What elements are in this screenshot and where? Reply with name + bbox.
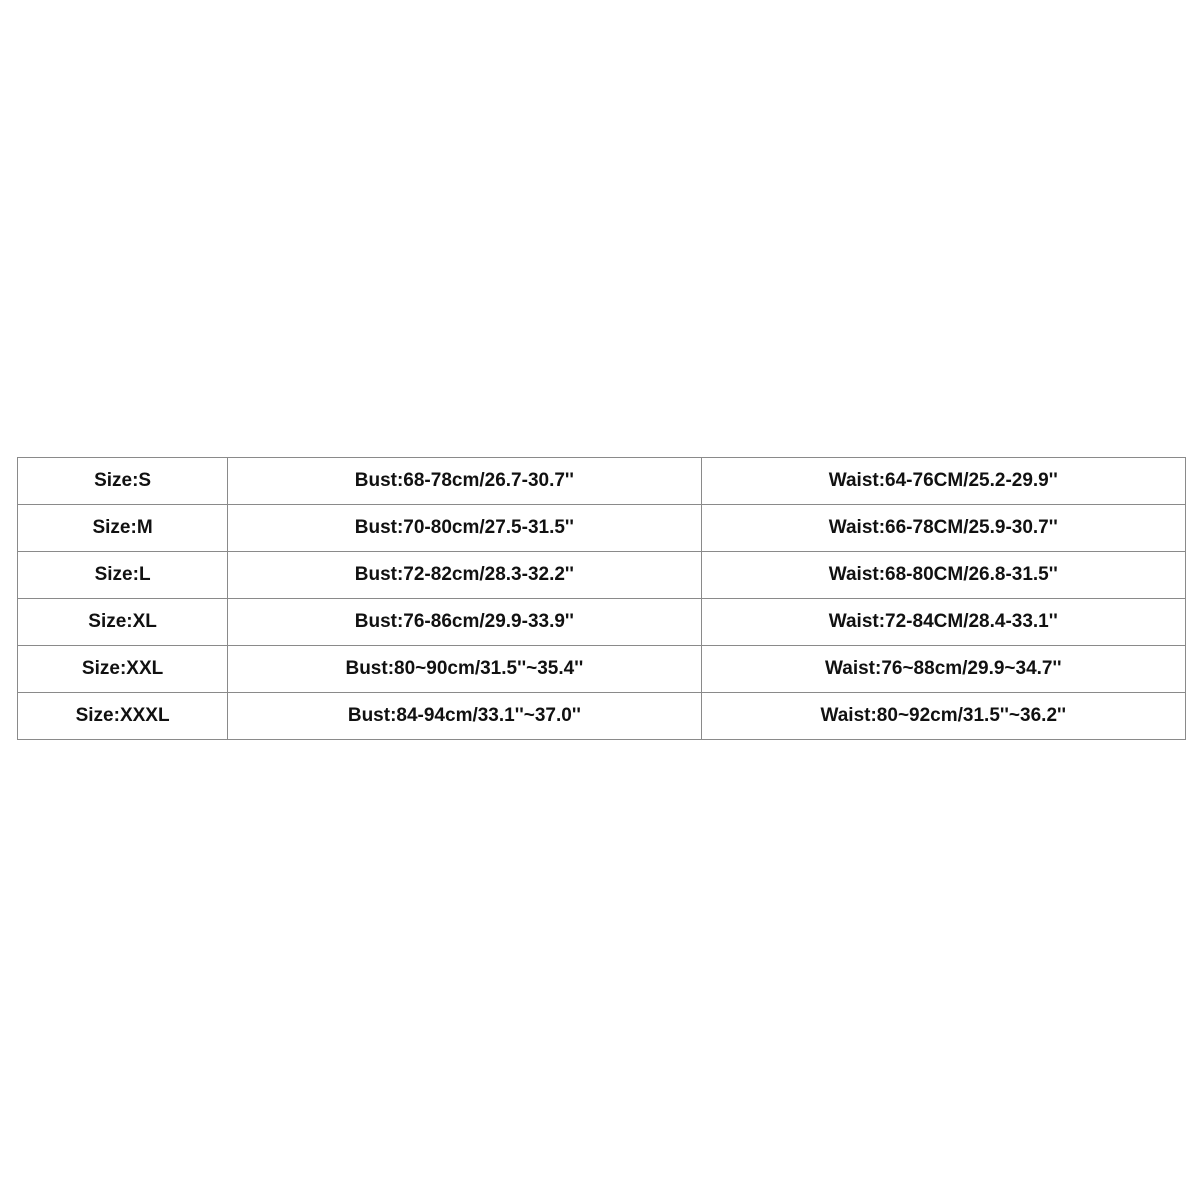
bust-cell: Bust:68-78cm/26.7-30.7'' <box>228 458 701 505</box>
waist-cell: Waist:64-76CM/25.2-29.9'' <box>701 458 1185 505</box>
bust-cell: Bust:76-86cm/29.9-33.9'' <box>228 599 701 646</box>
size-cell: Size:M <box>18 505 228 552</box>
table-row <box>18 458 1186 505</box>
table-row <box>18 599 1186 646</box>
table-row <box>18 646 1186 693</box>
waist-cell: Waist:72-84CM/28.4-33.1'' <box>701 599 1185 646</box>
size-cell: Size:S <box>18 458 228 505</box>
size-chart-table <box>17 457 1186 740</box>
size-cell: Size:L <box>18 552 228 599</box>
size-chart-body <box>18 458 1186 740</box>
size-cell: Size:XXXL <box>18 693 228 740</box>
size-cell: Size:XL <box>18 599 228 646</box>
waist-cell: Waist:66-78CM/25.9-30.7'' <box>701 505 1185 552</box>
bust-cell: Bust:70-80cm/27.5-31.5'' <box>228 505 701 552</box>
waist-cell: Waist:80~92cm/31.5''~36.2'' <box>701 693 1185 740</box>
size-cell: Size:XXL <box>18 646 228 693</box>
bust-cell: Bust:84-94cm/33.1''~37.0'' <box>228 693 701 740</box>
table-row <box>18 693 1186 740</box>
table-row <box>18 552 1186 599</box>
table-row <box>18 505 1186 552</box>
waist-cell: Waist:76~88cm/29.9~34.7'' <box>701 646 1185 693</box>
bust-cell: Bust:72-82cm/28.3-32.2'' <box>228 552 701 599</box>
waist-cell: Waist:68-80CM/26.8-31.5'' <box>701 552 1185 599</box>
bust-cell: Bust:80~90cm/31.5''~35.4'' <box>228 646 701 693</box>
